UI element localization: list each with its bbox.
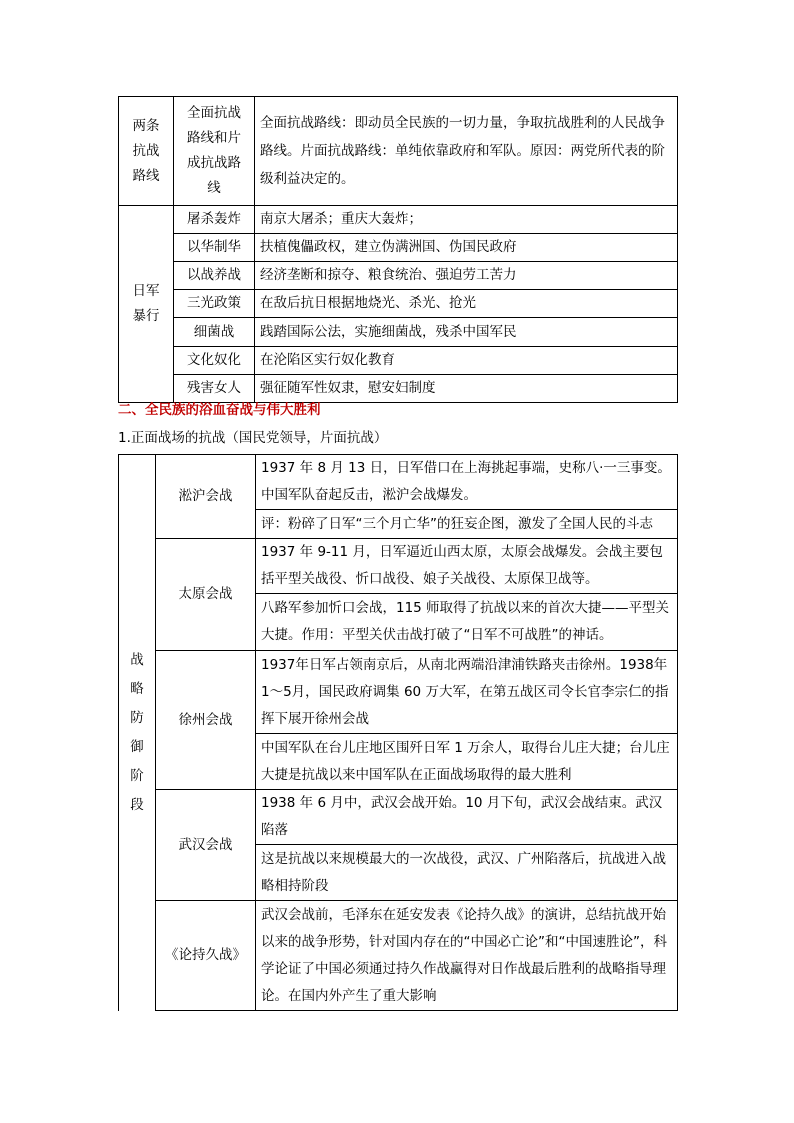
stage-cell (119, 455, 156, 1011)
stage-char: 阶 (130, 767, 144, 784)
content-cell: 经济垄断和掠夺、粮食统治、强迫劳工苦力 (255, 262, 678, 290)
stage-char: 段 (130, 796, 144, 813)
battle-name-cell: 武汉会战 (156, 790, 256, 901)
table-row (119, 347, 678, 375)
topic-cell: 三光政策 (174, 290, 255, 318)
table-row (119, 234, 678, 262)
table-row (119, 790, 678, 845)
table-row (119, 375, 678, 403)
content-cell: 在敌后抗日根据地烧光、杀光、抢光 (255, 290, 678, 318)
battle-detail-cell: 1937年日军占领南京后，从南北两端沿津浦铁路夹击徐州。1938年 1～5月，国民政府调集 60 万大军，在第五战区司令长官李宗仁的指挥下展开徐州会战 (256, 651, 678, 734)
topic-cell: 细菌战 (174, 318, 255, 347)
topic-cell: 以华制华 (174, 234, 255, 262)
battle-name-cell: 徐州会战 (156, 651, 256, 790)
section-title: 二、全民族的浴血奋战与伟大胜利 (118, 402, 321, 418)
battle-comment-cell: 中国军队在台儿庄地区围歼日军 1 万余人，取得台儿庄大捷；台儿庄大捷是抗战以来中国军队在正面战场取得的最大胜利 (256, 734, 678, 790)
battle-detail-cell: 1937 年 9-11 月，日军逼近山西太原，太原会战爆发。会战主要包括平型关战役、忻口战役、娘子关战役、太原保卫战等。 (256, 539, 678, 594)
battle-name-cell: 淞沪会战 (156, 455, 256, 539)
topic-cell: 以战养战 (174, 262, 255, 290)
content-cell: 在沦陷区实行奴化教育 (255, 347, 678, 375)
category-cell: 日军 暴行 (119, 206, 174, 403)
stage-char: 防 (130, 709, 144, 726)
stage-char: 御 (130, 738, 144, 755)
topic-cell: 屠杀轰炸 (174, 206, 255, 234)
battle-detail-cell: 1938 年 6 月中，武汉会战开始。10 月下旬，武汉会战结束。武汉陷落 (256, 790, 678, 845)
table-row (119, 901, 678, 1011)
table-resistance-lines-atrocities (118, 96, 678, 403)
table-row (119, 206, 678, 234)
content-cell: 全面抗战路线：即动员全民族的一切力量，争取抗战胜利的人民战争路线。片面抗战路线：单纯依靠政府和军队。原因：两党所代表的阶级利益决定的。 (255, 97, 678, 206)
table-row (119, 290, 678, 318)
battle-name-cell: 《论持久战》 (156, 901, 256, 1011)
table-row (119, 97, 678, 206)
battle-detail-cell: 1937 年 8 月 13 日，日军借口在上海挑起事端，史称八·一三事变。中国军队奋起反击，淞沪会战爆发。 (256, 455, 678, 510)
stage-char: 略 (130, 680, 144, 697)
stage-char: 战 (130, 651, 144, 668)
topic-cell: 全面抗战 路线和片 成抗战路 线 (174, 97, 255, 206)
battle-comment-cell: 八路军参加忻口会战，115 师取得了抗战以来的首次大捷——平型关大捷。作用：平型关伏击战打破了“日军不可战胜”的神话。 (256, 594, 678, 651)
category-cell: 两条 抗战 路线 (119, 97, 174, 206)
sub-title: 1.正面战场的抗战（国民党领导，片面抗战） (118, 430, 388, 446)
table-row (119, 539, 678, 594)
table-row (119, 318, 678, 347)
content-cell: 扶植傀儡政权，建立伪满洲国、伪国民政府 (255, 234, 678, 262)
content-cell: 强征随军性奴隶，慰安妇制度 (255, 375, 678, 403)
content-cell: 践踏国际公法，实施细菌战，残杀中国军民 (255, 318, 678, 347)
table-frontal-battlefield (118, 454, 678, 1011)
table-row (119, 651, 678, 734)
battle-detail-cell: 武汉会战前，毛泽东在延安发表《论持久战》的演讲，总结抗战开始以来的战争形势，针对国内存在的“中国必亡论”和“中国速胜论”，科学论证了中国必须通过持久作战赢得对日作战最后胜利的战略指导理论。在国内外产生了重大影响 (256, 901, 678, 1011)
battle-comment-cell: 评：粉碎了日军“三个月亡华”的狂妄企图，激发了全国人民的斗志 (256, 510, 678, 539)
topic-cell: 文化奴化 (174, 347, 255, 375)
topic-cell: 残害女人 (174, 375, 255, 403)
battle-name-cell: 太原会战 (156, 539, 256, 651)
content-cell: 南京大屠杀；重庆大轰炸； (255, 206, 678, 234)
table-row (119, 455, 678, 510)
battle-comment-cell: 这是抗战以来规模最大的一次战役，武汉、广州陷落后，抗战进入战略相持阶段 (256, 845, 678, 901)
table-row (119, 262, 678, 290)
